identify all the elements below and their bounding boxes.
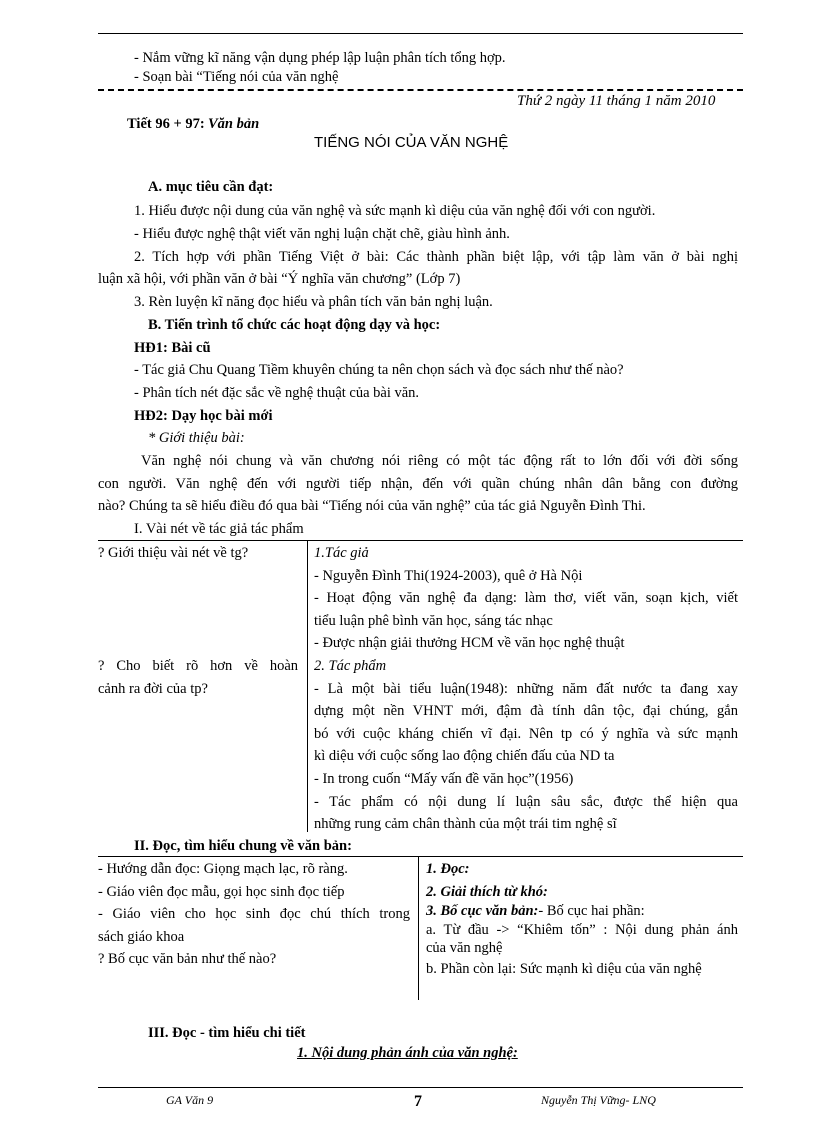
hd1-heading: HĐ1: Bài cũ	[134, 340, 211, 356]
work-detail: - Là một bài tiểu luận(1948): những năm đất nước ta đang xay	[314, 681, 738, 697]
section-a-heading: A. mục tiêu cần đạt:	[148, 179, 274, 195]
structure-part-a: a. Từ đầu -> “Khiêm tốn” : Nội dung phản ánh	[426, 922, 738, 938]
work-detail: - In trong cuốn “Mấy vấn đề văn học”(1956)	[314, 771, 574, 787]
lesson-number: Tiết 96 + 97:	[127, 116, 205, 132]
structure-label: 3. Bố cục văn bản:	[426, 903, 539, 919]
footer-rule	[98, 1087, 743, 1088]
work-detail: bó với cuộc kháng chiến vĩ đại. Nên tp có ý nghĩa và sức mạnh	[314, 726, 738, 742]
section-2-left-line: ? Bố cục văn bản như thế nào?	[98, 951, 277, 967]
section-2-left-line: sách giáo khoa	[98, 929, 185, 945]
section-a-line: luận xã hội, với phần văn ở bài “Ý nghĩa văn chương” (Lớp 7)	[98, 271, 461, 287]
lesson-type: Văn bản	[208, 116, 260, 132]
section-1-heading: I. Vài nét về tác giả tác phẩm	[134, 521, 304, 537]
work-detail: những rung cảm chân thành của một trái tim nghệ sĩ	[314, 816, 617, 832]
author-detail: - Được nhận giải thưởng HCM về văn học nghệ thuật	[314, 635, 625, 651]
table-1-question: ? Cho biết rõ hơn về hoàn	[98, 658, 298, 674]
review-question: - Tác giả Chu Quang Tiềm khuyên chúng ta nên chọn sách và đọc sách như thế nào?	[134, 362, 624, 378]
intro-paragraph: con người. Văn nghệ đến với người tiếp nhận, đến với quần chúng nhân dân bằng con đường	[98, 476, 738, 492]
table-1-divider	[307, 540, 308, 832]
author-detail: - Nguyễn Đình Thi(1924-2003), quê ở Hà Nội	[314, 568, 583, 584]
intro-paragraph: Văn nghệ nói chung và văn chương nói riêng có một tác động rất to lớn đối với đời sống	[141, 453, 738, 469]
section-b-heading: B. Tiến trình tổ chức các hoạt động dạy và học:	[148, 317, 441, 333]
section-a-line: 1. Hiểu được nội dung của văn nghệ và sức mạnh kì diệu của văn nghệ đối với con người.	[134, 203, 656, 219]
date: Thứ 2 ngày 11 tháng 1 năm 2010	[517, 93, 716, 109]
structure-note: - Bố cục hai phần:	[538, 903, 645, 919]
structure-part-b: b. Phần còn lại: Sức mạnh kì diệu của văn nghệ	[426, 961, 702, 977]
header-rule	[98, 33, 743, 34]
section-2-left-line: - Giáo viên đọc mẫu, gọi học sinh đọc tiếp	[98, 884, 345, 900]
section-a-line: 3. Rèn luyện kĩ năng đọc hiểu và phân tích văn bản nghị luận.	[134, 294, 493, 310]
section-2-heading: II. Đọc, tìm hiểu chung về văn bản:	[134, 838, 352, 854]
page-title: TIẾNG NÓI CỦA VĂN NGHỆ	[314, 134, 509, 151]
work-heading: 2. Tác phẩm	[314, 658, 387, 674]
section-2-left-line: - Giáo viên cho học sinh đọc chú thích trong	[98, 906, 410, 922]
author-detail: tiểu luận phê bình văn học, sáng tác nhạc	[314, 613, 553, 629]
table-1-question: cảnh ra đời của tp?	[98, 681, 208, 697]
section-2-read: 1. Đọc:	[426, 861, 470, 877]
author-heading: 1.Tác giả	[314, 545, 369, 561]
structure-part-a: của văn nghệ	[426, 940, 503, 956]
table-2-top-rule	[98, 856, 743, 857]
work-detail: - Tác phẩm có nội dung lí luận sâu sắc, được thể hiện qua	[314, 794, 738, 810]
footer-left: GA Văn 9	[166, 1093, 214, 1107]
divider-dashed	[98, 89, 743, 91]
footer-right: Nguyễn Thị Vững- LNQ	[541, 1093, 656, 1107]
work-detail: kì diệu với cuộc sống lao động chiến đấu của ND ta	[314, 748, 615, 764]
intro-label: * Giới thiệu bài:	[148, 430, 245, 446]
review-question: - Phân tích nét đặc sắc về nghệ thuật của bài văn.	[134, 385, 420, 401]
section-a-line: 2. Tích hợp với phần Tiếng Việt ở bài: Các thành phần biệt lập, với tập làm văn ở bài nghị	[134, 249, 738, 265]
section-a-line: - Hiểu được nghệ thật viết văn nghị luận chặt chẽ, giàu hình ảnh.	[134, 226, 510, 242]
table-1-top-rule	[98, 540, 743, 541]
work-detail: dựng một nền VHNT mới, đậm đà tính dân tộc, đại chúng, gắn	[314, 703, 738, 719]
page-number: 7	[414, 1093, 422, 1110]
intro-paragraph: nào? Chúng ta sẽ hiểu điều đó qua bài “Tiếng nói của văn nghệ” của tác giả Nguyễn Đình Thi.	[98, 498, 646, 514]
top-line-2: - Soạn bài “Tiếng nói của văn nghệ	[134, 69, 339, 85]
top-line-1: - Nắm vững kĩ năng vận dụng phép lập luận phân tích tổng hợp.	[134, 50, 506, 66]
section-2-vocab: 2. Giải thích từ khó:	[426, 884, 548, 900]
section-2-structure	[426, 903, 645, 920]
table-2-divider	[418, 856, 419, 1000]
author-detail: - Hoạt động văn nghệ đa dạng: làm thơ, viết văn, soạn kịch, viết	[314, 590, 738, 606]
section-2-left-line: - Hướng dẫn đọc: Giọng mạch lạc, rõ ràng.	[98, 861, 348, 877]
hd2-heading: HĐ2: Dạy học bài mới	[134, 408, 273, 424]
section-3-subheading: 1. Nội dung phản ánh của văn nghệ:	[297, 1045, 518, 1061]
table-1-question: ? Giới thiệu vài nét về tg?	[98, 545, 249, 561]
section-3-heading: III. Đọc - tìm hiểu chi tiết	[148, 1025, 306, 1041]
